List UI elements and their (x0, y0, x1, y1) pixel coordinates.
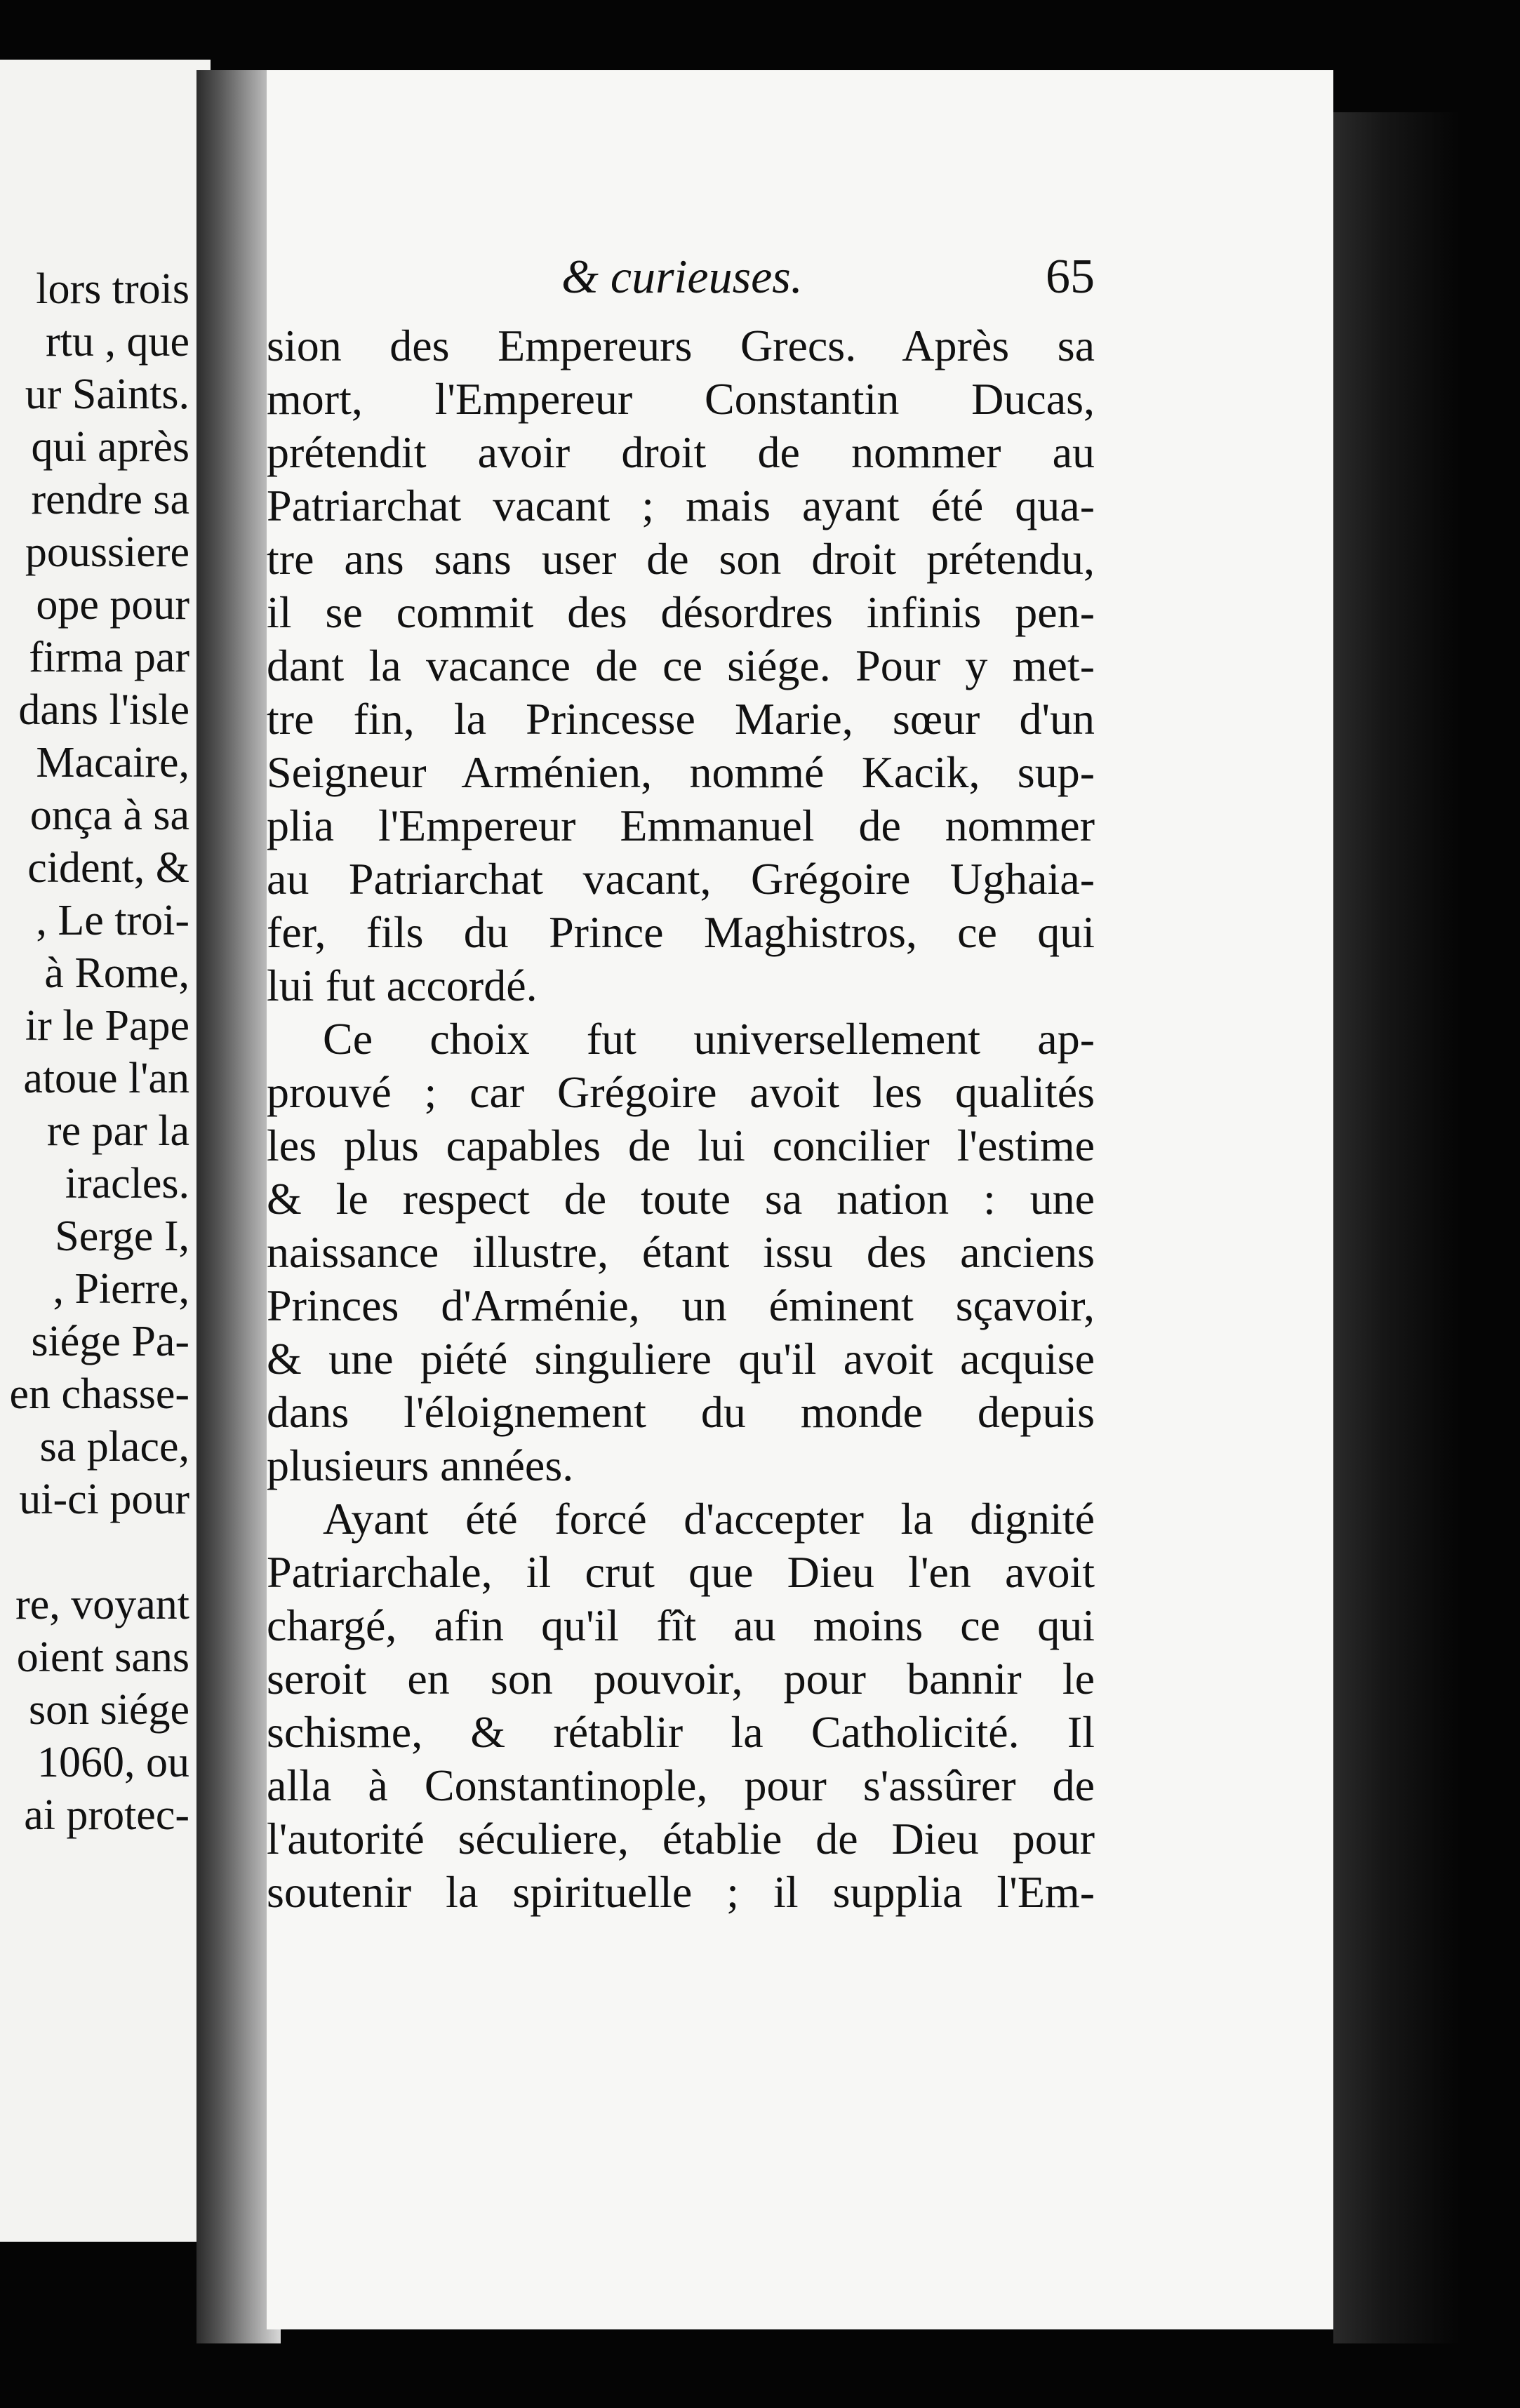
text-line: prétendit avoir droit de nommer au (267, 427, 1095, 477)
text-line: & le respect de toute sa nation : une (267, 1174, 1095, 1224)
left-page-line: siége Pa- (31, 1318, 189, 1365)
left-page-line: , Pierre, (53, 1265, 189, 1313)
left-page-line: ai protec- (24, 1791, 189, 1839)
left-page-line: onça à sa (29, 791, 189, 839)
text-line: Seigneur Arménien, nommé Kacik, sup- (267, 747, 1095, 797)
text-line: Patriarchat vacant ; mais ayant été qua- (267, 481, 1095, 530)
text-line: soutenir la spirituelle ; il supplia l'Em- (267, 1867, 1095, 1917)
left-page (0, 60, 211, 2242)
text-line: fer, fils du Prince Maghistros, ce qui (267, 907, 1095, 957)
left-page-line: rtu , que (46, 318, 189, 366)
text-line: Ayant été forcé d'accepter la dignité (323, 1494, 1095, 1544)
text-line: il se commit des désordres infinis pen- (267, 587, 1095, 637)
text-line: plia l'Empereur Emmanuel de nommer (267, 801, 1095, 850)
page-header (267, 249, 1095, 312)
left-page-line: ui-ci pour (19, 1476, 189, 1523)
text-line: Ce choix fut universellement ap- (323, 1014, 1095, 1064)
text-line: seroit en son pouvoir, pour bannir le (267, 1654, 1095, 1704)
left-page-line: ir le Pape (25, 1002, 189, 1050)
text-line: sion des Empereurs Grecs. Après sa (267, 321, 1095, 370)
left-page-line: qui après (31, 423, 189, 471)
left-page-line: oient sans (16, 1633, 189, 1681)
left-page-line: atoue l'an (23, 1055, 189, 1102)
text-line: naissance illustre, étant issu des anciens (267, 1227, 1095, 1277)
left-page-line: rendre sa (31, 476, 189, 523)
text-line: Patriarchale, il crut que Dieu l'en avoit (267, 1547, 1095, 1597)
left-page-text (10, 263, 189, 1842)
text-line: plusieurs années. (267, 1440, 574, 1490)
left-page-line: cident, & (27, 844, 189, 892)
text-line: lui fut accordé. (267, 961, 538, 1010)
text-line: dant la vacance de ce siége. Pour y met- (267, 641, 1095, 690)
text-line: prouvé ; car Grégoire avoit les qualités (267, 1067, 1095, 1117)
page-number: 65 (1046, 250, 1095, 304)
left-page-line: iracles. (65, 1160, 189, 1208)
page-edge-shadow (1333, 112, 1460, 2343)
text-line: mort, l'Empereur Constantin Ducas, (267, 374, 1095, 424)
left-page-line: dans l'isle (18, 686, 189, 734)
text-line: au Patriarchat vacant, Grégoire Ughaia- (267, 854, 1095, 904)
text-line: dans l'éloignement du monde depuis (267, 1387, 1095, 1437)
left-page-line: poussiere (25, 528, 189, 576)
text-line: schisme, & rétablir la Catholicité. Il (267, 1707, 1095, 1757)
left-page-line: , Le troi- (36, 897, 189, 944)
left-page-line: en chasse- (9, 1370, 189, 1418)
text-line: alla à Constantinople, pour s'assûrer de (267, 1760, 1095, 1810)
left-page-line: ur Saints. (25, 370, 189, 418)
left-page-line: ope pour (36, 581, 189, 629)
text-line: chargé, afin qu'il fît au moins ce qui (267, 1600, 1095, 1650)
left-page-line: sa place, (39, 1423, 189, 1471)
left-page-line: re, voyant (15, 1581, 189, 1628)
left-page-line: firma par (29, 634, 189, 681)
left-page-line: lors trois (36, 265, 189, 313)
running-head: & curieuses. (561, 250, 803, 303)
text-line: Princes d'Arménie, un éminent sçavoir, (267, 1280, 1095, 1330)
text-line: tre ans sans user de son droit prétendu, (267, 534, 1095, 584)
body-text (267, 319, 1095, 1919)
left-page-line: 1060, ou (37, 1739, 189, 1786)
left-page-line: Serge I, (55, 1212, 189, 1260)
left-page-line (10, 1526, 189, 1579)
text-line: tre fin, la Princesse Marie, sœur d'un (267, 694, 1095, 744)
left-page-line: re par la (46, 1107, 189, 1155)
left-page-line: Macaire, (36, 739, 189, 787)
text-line: les plus capables de lui concilier l'estime (267, 1121, 1095, 1170)
text-line: l'autorité séculiere, établie de Dieu pour (267, 1814, 1095, 1864)
left-page-line: son siége (28, 1686, 189, 1734)
left-page-line: à Rome, (44, 949, 189, 997)
text-line: & une piété singuliere qu'il avoit acquise (267, 1334, 1095, 1384)
